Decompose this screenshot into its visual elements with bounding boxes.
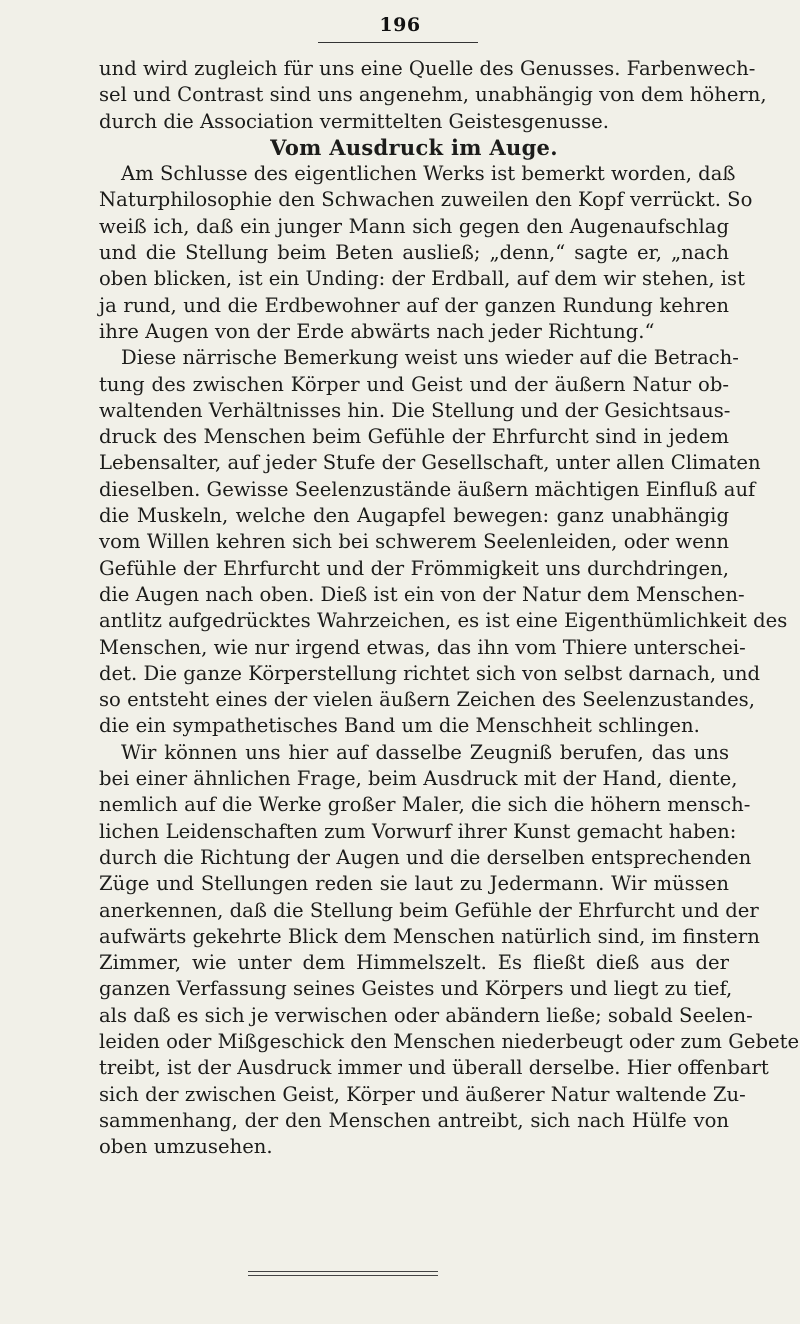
text-line: druck des Menschen beim Gefühle der Ehrfurcht sind in jedem (99, 425, 729, 449)
text-line: Zimmer, wie unter dem Himmelszelt. Es fließt dieß aus der (99, 951, 729, 975)
text-line: durch die Richtung der Augen und die derselben entsprechenden (99, 845, 752, 869)
text-line: die ein sympathetisches Band um die Menschheit schlingen. (99, 714, 700, 738)
text-line: bei einer ähnlichen Frage, beim Ausdruck mit der Hand, diente, (99, 767, 738, 791)
text-line: vom Willen kehren sich bei schwerem Seelenleiden, oder wenn (99, 530, 729, 554)
text-line: Menschen, wie nur irgend etwas, das ihn vom Thiere unterschei- (99, 635, 746, 659)
page-number: 196 (379, 14, 421, 36)
paragraph (99, 161, 753, 345)
text-line: leiden oder Mißgeschick den Menschen niederbeugt oder zum Gebete (99, 1029, 800, 1053)
text-line: die Augen nach oben. Dieß ist ein von der Natur dem Menschen- (99, 582, 745, 606)
text-line: treibt, ist der Ausdruck immer und überall derselbe. Hier offenbart (99, 1056, 769, 1080)
header-rule (318, 42, 478, 43)
text-line: ja rund, und die Erdbewohner auf der ganzen Rundung kehren (99, 293, 729, 317)
text-line: tung des zwischen Körper und Geist und der äußern Natur ob- (99, 372, 729, 396)
paragraph (99, 740, 800, 1161)
text-line: anerkennen, daß die Stellung beim Gefühle der Ehrfurcht und der (99, 898, 759, 922)
text-line: ihre Augen von der Erde abwärts nach jeder Richtung.“ (99, 319, 655, 343)
text-line: sammenhang, der den Menschen antreibt, sich nach Hülfe von (99, 1108, 729, 1132)
text-line: nemlich auf die Werke großer Maler, die sich die höhern mensch- (99, 793, 751, 817)
text-line: oben blicken, ist ein Unding: der Erdball, auf dem wir stehen, ist (99, 267, 745, 291)
paragraph (99, 345, 788, 739)
text-line: lichen Leidenschaften zum Vorwurf ihrer Kunst gemacht haben: (99, 819, 737, 843)
text-line: aufwärts gekehrte Blick dem Menschen natürlich sind, im finstern (99, 924, 760, 948)
text-line: Gefühle der Ehrfurcht und der Frömmigkeit uns durchdringen, (99, 556, 729, 580)
body-text (99, 56, 800, 1160)
text-line: dieselben. Gewisse Seelenzustände äußern mächtigen Einfluß auf (99, 477, 756, 501)
intro-paragraph (99, 56, 767, 135)
text-line: Wir können uns hier auf dasselbe Zeugniß berufen, das uns (121, 740, 729, 764)
text-line: waltenden Verhältnisses hin. Die Stellung und der Gesichtsaus- (99, 398, 731, 422)
text-line: sel und Contrast sind uns angenehm, unabhängig von dem höhern, (99, 83, 767, 107)
text-line: oben umzusehen. (99, 1135, 273, 1159)
text-line: det. Die ganze Körperstellung richtet sich von selbst darnach, und (99, 661, 761, 685)
footer-rule (248, 1271, 438, 1276)
text-line: Diese närrische Bemerkung weist uns wieder auf die Betrach- (121, 346, 739, 370)
text-line: so entsteht eines der vielen äußern Zeichen des Seelenzustandes, (99, 688, 755, 712)
text-line: und die Stellung beim Beten ausließ; „denn,“ sagte er, „nach (99, 241, 729, 265)
text-line: als daß es sich je verwischen oder abändern ließe; sobald Seelen- (99, 1003, 753, 1027)
text-line: Naturphilosophie den Schwachen zuweilen den Kopf verrückt. So (99, 188, 753, 212)
text-line: die Muskeln, welche den Augapfel bewegen: ganz unabhängig (99, 504, 729, 528)
text-line: Am Schlusse des eigentlichen Werks ist bemerkt worden, daß (121, 162, 736, 186)
text-line: antlitz aufgedrücktes Wahrzeichen, es ist eine Eigenthümlichkeit des (99, 609, 788, 633)
text-line: und wird zugleich für uns eine Quelle des Genusses. Farbenwech- (99, 57, 756, 80)
paragraphs (99, 161, 800, 1160)
text-line: sich der zwischen Geist, Körper und äußerer Natur waltende Zu- (99, 1082, 746, 1106)
section-heading: Vom Ausdruck im Auge. (270, 134, 558, 160)
text-line: ganzen Verfassung seines Geistes und Körpers und liegt zu tief, (99, 977, 733, 1001)
text-line: durch die Association vermittelten Geistesgenusse. (99, 109, 609, 133)
text-line: Züge und Stellungen reden sie laut zu Jedermann. Wir müssen (99, 872, 729, 896)
text-line: weiß ich, daß ein junger Mann sich gegen den Augenaufschlag (99, 214, 729, 238)
text-line: Lebensalter, auf jeder Stufe der Gesellschaft, unter allen Climaten (99, 451, 761, 475)
